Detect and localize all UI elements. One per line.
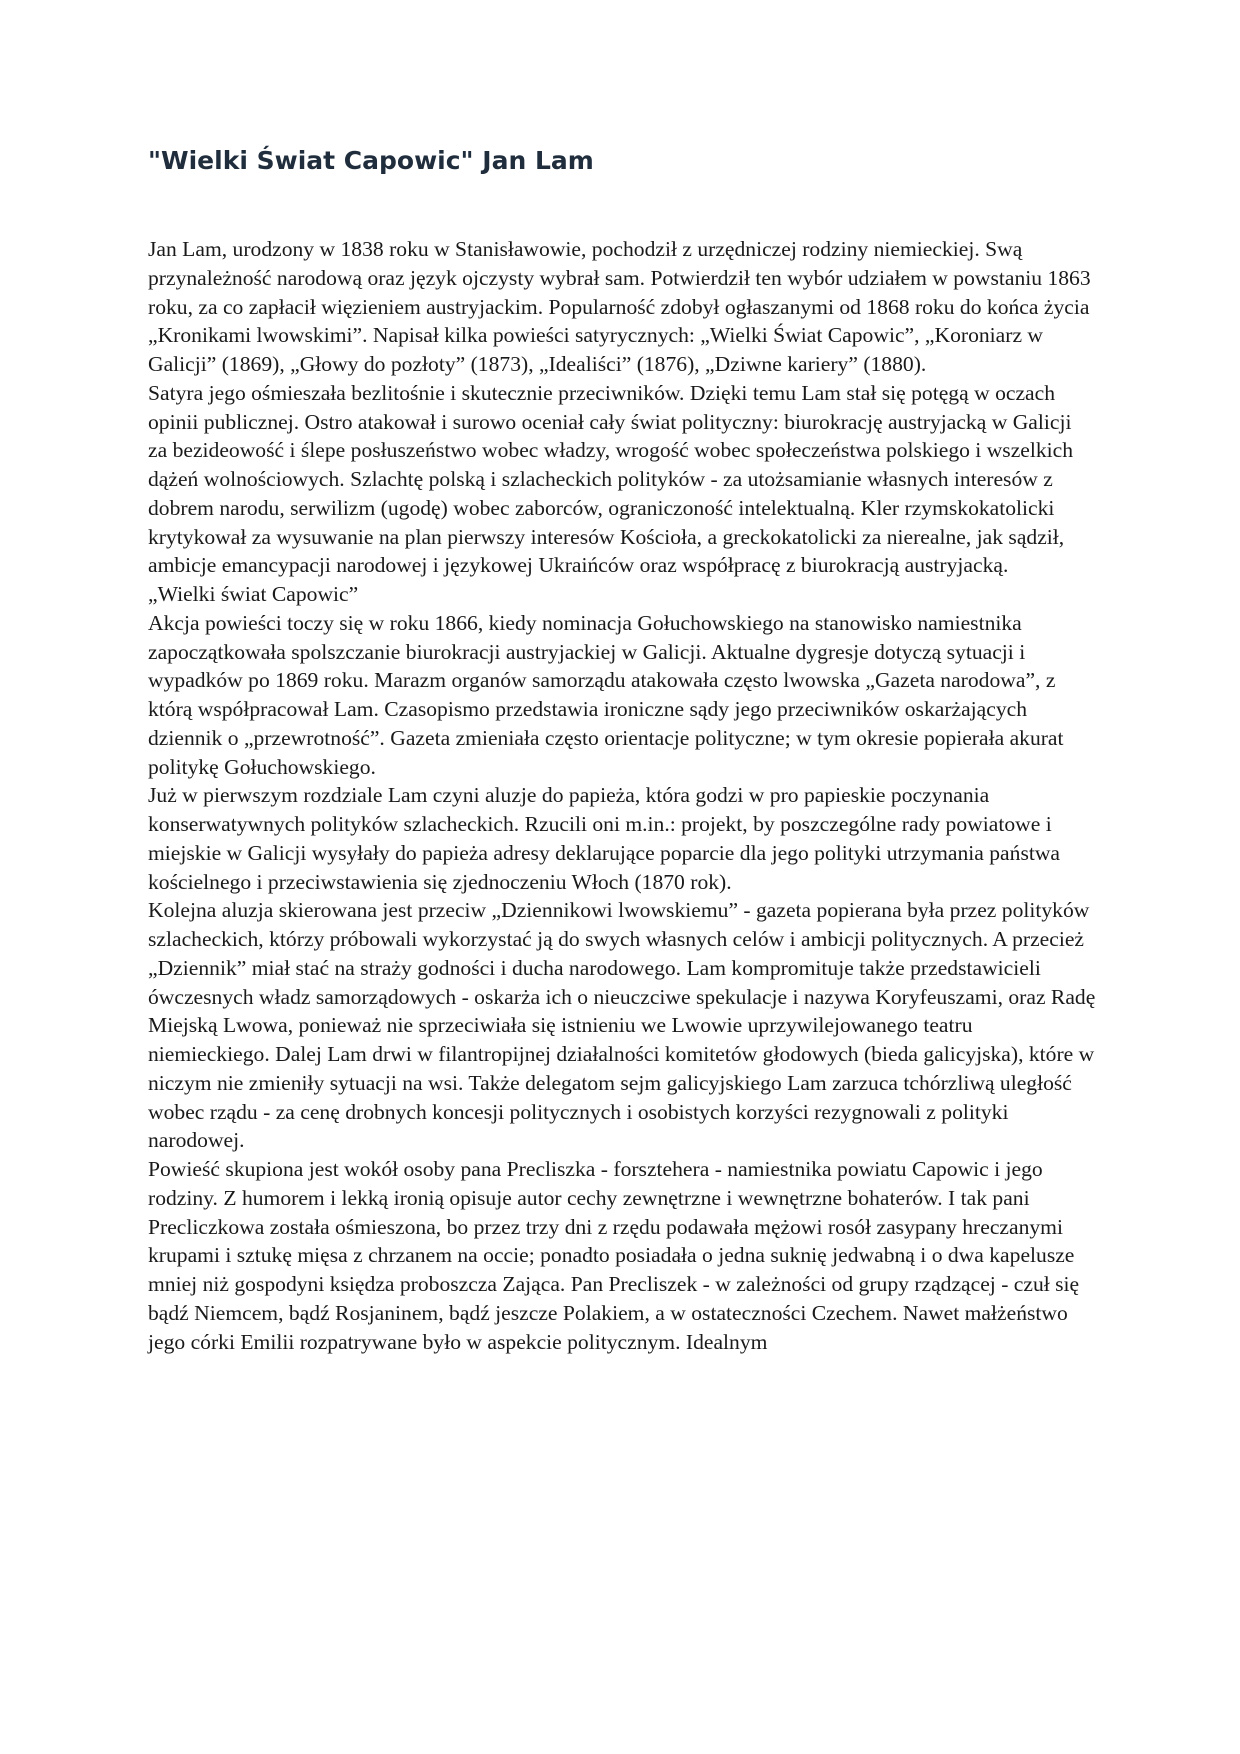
paragraph-satire: Satyra jego ośmieszała bezlitośnie i skutecznie przeciwników. Dzięki temu Lam stał się potęgą w oczach opinii publicznej. Ostro atakował i surowo oceniał cały świat polityczny: biurokrację austryjacką w Galicji za bezideowość i ślepe posłuszeństwo wobec władzy, wrogość wobec społeczeństwa polskiego i wszelkich dążeń wolnościowych. Szlachtę polską i szlacheckich polityków - za utożsamianie własnych interesów z dobrem narodu, serwilizm (ugodę) wobec zaborców, ograniczoność intelektualną. Kler rzymskokatolicki krytykował za wysuwanie na plan pierwszy interesów Kościoła, a greckokatolicki za nierealne, jak sądził, ambicje emancypacji narodowej i językowej Ukraińców oraz współpracę z biurokracją austryjacką. (148, 380, 1074, 578)
paragraph-precliszek: Powieść skupiona jest wokół osoby pana Precliszka - forsztehera - namiestnika powiatu Capowic i jego rodziny. Z humorem i lekką ironią opisuje autor cechy zewnętrzne i wewnętrzne bohaterów. I tak pani Precliczkowa została ośmieszona, bo przez trzy dni z rzędu podawała mężowi rosół zasypany hreczanymi krupami i sztukę mięsa z chrzanem na occie; ponadto posiadała o jedna suknię jedwabną i o dwa kapelusze mniej niż gospodyni księdza proboszcza Zająca. Pan Precliszek - w zależności od grupy rządzącej - czuł się bądź Niemcem, bądź Rosjaninem, bądź jeszcze Polakiem, a w ostateczności Czechem. Nawet małżeństwo jego córki Emilii rozpatrywane było w aspekcie politycznym. Idealnym (148, 1157, 1080, 1354)
paragraph-intro: Jan Lam, urodzony w 1838 roku w Stanisławowie, pochodził z urzędniczej rodziny niemieckiej. Swą przynależność narodową oraz język ojczysty wybrał sam. Potwierdził ten wybór udziałem w powstaniu 1863 roku, za co zapłacił więzieniem austryjackim. Popularność zdobył ogłaszanymi od 1868 roku do końca życia „Kronikami lwowskimi”. Napisał kilka powieści satyrycznych: „Wielki Świat Capowic”, „Koroniarz w Galicji” (1869), „Głowy do pozłoty” (1873), „Idealiści” (1876), „Dziwne kariery” (1880). (148, 237, 1091, 376)
paragraph-pope-allusion: Już w pierwszym rozdziale Lam czyni aluzje do papieża, która godzi w pro papieskie poczynania konserwatywnych polityków szlacheckich. Rzucili oni m.in.: projekt, by poszczególne rady powiatowe i miejskie w Galicji wysyłały do papieża adresy deklarujące poparcie dla jego polityki utrzymania państwa kościelnego i przeciwstawienia się zjednoczeniu Włoch (1870 rok). (148, 783, 1061, 894)
paragraph-subtitle: „Wielki świat Capowic” (148, 582, 359, 606)
document-body (148, 235, 1096, 1356)
document-title: "Wielki Świat Capowic" Jan Lam (148, 146, 594, 175)
paragraph-dziennik-allusion: Kolejna aluzja skierowana jest przeciw „Dziennikowi lwowskiemu” - gazeta popierana była przez polityków szlacheckich, którzy próbowali wykorzystać ją do swych własnych celów i ambicji politycznych. A przecież „Dziennik” miał stać na straży godności i ducha narodowego. Lam kompromituje także przedstawicieli ówczesnych władz samorządowych - oskarża ich o nieuczciwe spekulacje i nazywa Koryfeuszami, oraz Radę Miejską Lwowa, ponieważ nie sprzeciwiała się istnieniu we Lwowie uprzywilejowanego teatru niemieckiego. Dalej Lam drwi w filantropijnej działalności komitetów głodowych (bieda galicyjska), które w niczym nie zmieniły sytuacji na wsi. Także delegatom sejm galicyjskiego Lam zarzuca tchórzliwą uległość wobec rządu - za cenę drobnych koncesji politycznych i osobistych korzyści rezygnowali z polityki narodowej. (148, 898, 1096, 1153)
paragraph-plot-setting: Akcja powieści toczy się w roku 1866, kiedy nominacja Gołuchowskiego na stanowisko namiestnika zapoczątkowała spolszczanie biurokracji austryjackiej w Galicji. Aktualne dygresje dotyczą sytuacji i wypadków po 1869 roku. Marazm organów samorządu atakowała często lwowska „Gazeta narodowa”, z którą współpracował Lam. Czasopismo przedstawia ironiczne sądy jego przeciwników oskarżających dziennik o „przewrotność”. Gazeta zmieniała często orientacje polityczne; w tym okresie popierała akurat politykę Gołuchowskiego. (148, 610, 1064, 779)
